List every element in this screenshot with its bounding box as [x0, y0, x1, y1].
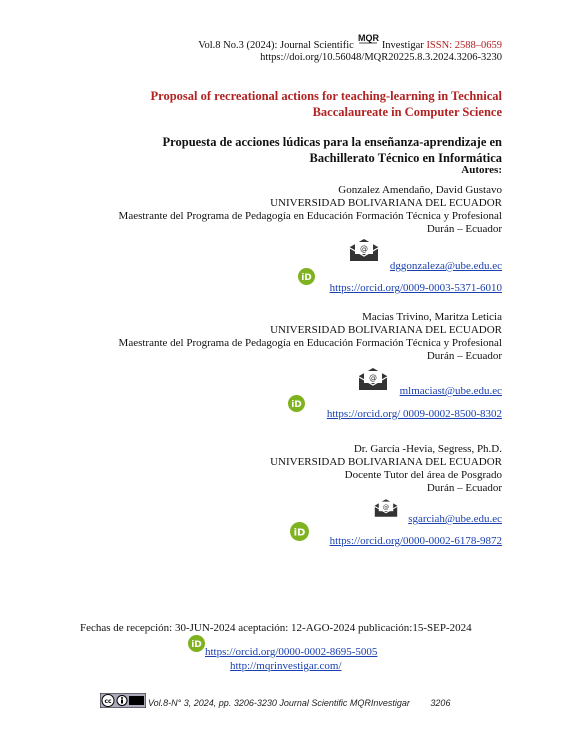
- citation-text: Vol.8-N° 3, 2024, pp. 3206-3230 Journal Scientific MQRInvestigar: [148, 698, 410, 708]
- orcid-link[interactable]: https://orcid.org/0009-0003-5371-6010: [329, 282, 502, 294]
- orcid-icon: [288, 395, 305, 412]
- title-english: [82, 88, 502, 120]
- author-name: Dr. García -Hevia, Segress, Ph.D.: [353, 443, 502, 455]
- author-orcid-3[interactable]: [330, 531, 502, 549]
- email-link[interactable]: dggonzaleza@ube.edu.ec: [389, 260, 502, 272]
- svg-text:@: @: [369, 373, 377, 382]
- author-email-3[interactable]: [408, 509, 502, 527]
- svg-text:iD: iD: [301, 273, 312, 283]
- author-role: Maestrante del Programa de Pedagogía en Educación Formación Técnica y Profesional: [118, 210, 502, 222]
- orcid-icon: [290, 522, 309, 541]
- author-block-1: [62, 184, 502, 236]
- site-link[interactable]: http://mqrinvestigar.com/: [230, 660, 342, 672]
- author-block-2: [62, 311, 502, 363]
- author-location: Durán – Ecuador: [426, 223, 502, 235]
- journal-volume: Vol.8 No.3 (2024): Journal Scientific: [198, 40, 354, 51]
- author-name: Gonzalez Amendaño, David Gustavo: [338, 184, 502, 196]
- journal-brand: Investigar: [381, 40, 424, 51]
- author-university: UNIVERSIDAD BOLIVARIANA DEL ECUADOR: [270, 456, 502, 468]
- author-university: UNIVERSIDAD BOLIVARIANA DEL ECUADOR: [270, 324, 502, 336]
- orcid-link[interactable]: https://orcid.org/0000-0002-8695-5005: [205, 646, 378, 658]
- authors-label: Autores:: [461, 164, 502, 176]
- author-email-2[interactable]: [400, 381, 502, 399]
- svg-text:cc: cc: [104, 698, 112, 705]
- author-block-3: [62, 443, 502, 495]
- journal-issn: ISSN: 2588–0659: [426, 40, 502, 51]
- orcid-icon: [188, 635, 205, 652]
- svg-text:MQR: MQR: [357, 33, 379, 43]
- author-role: Maestrante del Programa de Pedagogía en Educación Formación Técnica y Profesional: [118, 337, 502, 349]
- email-icon: [349, 238, 379, 262]
- title-spanish-line2: Bachillerato Técnico en Informática: [309, 151, 502, 165]
- creative-commons-icon: [100, 693, 146, 708]
- author-university: UNIVERSIDAD BOLIVARIANA DEL ECUADOR: [270, 197, 502, 209]
- journal-site[interactable]: [230, 656, 342, 674]
- journal-header-line1: [198, 33, 502, 52]
- email-link[interactable]: sgarciah@ube.edu.ec: [408, 513, 502, 525]
- orcid-icon: [298, 268, 315, 285]
- page-number: 3206: [430, 698, 451, 708]
- mqr-logo-icon: [357, 33, 379, 50]
- author-email-1[interactable]: [390, 256, 502, 274]
- title-spanish-line1: Propuesta de acciones lúdicas para la enseñanza-aprendizaje en: [162, 135, 502, 149]
- citation-line: [148, 698, 450, 708]
- svg-text:iD: iD: [291, 400, 302, 410]
- author-orcid-2[interactable]: [327, 404, 502, 422]
- orcid-link[interactable]: https://orcid.org/ 0009-0002-8500-8302: [326, 408, 502, 420]
- title-english-line1: Proposal of recreational actions for teaching-learning in Technical: [150, 89, 502, 103]
- email-link[interactable]: mlmaciast@ube.edu.ec: [399, 385, 502, 397]
- author-location: Durán – Ecuador: [426, 350, 502, 362]
- email-icon: [374, 498, 398, 518]
- journal-doi[interactable]: https://doi.org/10.56048/MQR20225.8.3.2024.3206-3230: [260, 52, 502, 63]
- svg-text:@: @: [382, 502, 390, 511]
- svg-text:@: @: [360, 244, 368, 253]
- title-english-line2: Baccalaureate in Computer Science: [312, 105, 502, 119]
- title-spanish: [82, 134, 502, 166]
- orcid-link[interactable]: https://orcid.org/0000-0002-6178-9872: [329, 535, 502, 547]
- svg-text:iD: iD: [293, 527, 306, 539]
- author-orcid-1[interactable]: [330, 278, 502, 296]
- email-icon: [358, 367, 388, 391]
- author-role: Docente Tutor del área de Posgrado: [344, 469, 502, 481]
- svg-text:iD: iD: [191, 640, 202, 650]
- submission-dates: Fechas de recepción: 30-JUN-2024 aceptación: 12-AGO-2024 publicación:15-SEP-2024: [80, 622, 472, 634]
- author-location: Durán – Ecuador: [426, 482, 502, 494]
- author-name: Macias Trivino, Maritza Leticia: [362, 311, 502, 323]
